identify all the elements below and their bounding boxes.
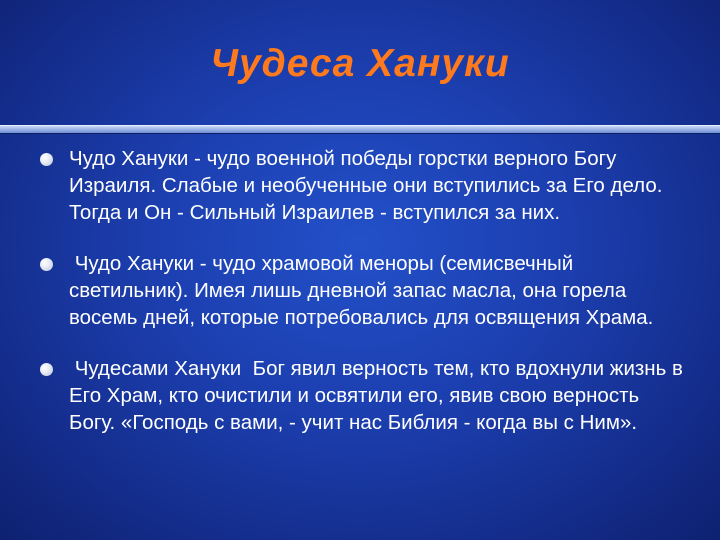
bullet-dot-icon [40, 363, 53, 376]
bullet-dot-icon [40, 153, 53, 166]
bullet-list [40, 145, 690, 460]
bullet-text: Чудо Хануки - чудо военной победы горстки верного Богу Израиля. Слабые и необученные они вступились за Его дело. Тогда и Он - Сильный Израилев - вступился за них. [69, 147, 669, 224]
slide-title: Чудеса Хануки [210, 42, 510, 85]
bullet-text: Чудесами Хануки Бог явил верность тем, кто вдохнули жизнь в Его Храм, кто очистили и освятили его, явив свою верность Богу. «Господь с вами, - учит нас Библия - когда вы с Ним». [69, 357, 689, 434]
bullet-dot-icon [40, 258, 53, 271]
title-divider [0, 125, 720, 133]
bullet-item [40, 250, 690, 331]
bullet-item [40, 145, 690, 226]
bullet-item [40, 355, 690, 436]
bullet-text: Чудо Хануки - чудо храмовой меноры (семисвечный светильник). Имея лишь дневной запас масла, она горела восемь дней, которые потребовались для освящения Храма. [69, 252, 654, 329]
